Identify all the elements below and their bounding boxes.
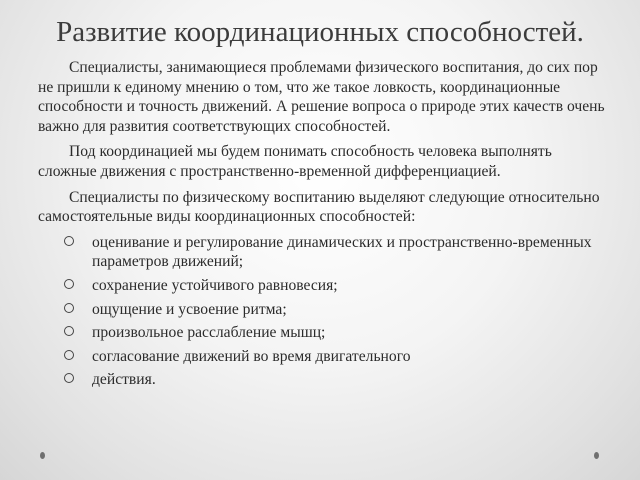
circle-bullet-icon — [64, 326, 74, 336]
next-slide-dot-icon[interactable] — [594, 452, 599, 459]
list-item-text: действия. — [92, 371, 156, 389]
list-item — [38, 233, 612, 272]
circle-bullet-icon — [64, 303, 74, 313]
circle-bullet-icon — [64, 350, 74, 360]
list-item-text: согласование движений во время двигательного — [92, 347, 411, 365]
list-item — [38, 347, 612, 367]
list-item — [38, 323, 612, 343]
paragraph-2: Под координацией мы будем понимать способность человека выполнять сложные движения с пространственно-временной дифференциацией. — [38, 143, 552, 180]
list-item-text: оценивание и регулирование динамических и пространственно-временных параметров движений; — [92, 233, 592, 271]
slide-body — [38, 58, 612, 394]
list-item — [38, 276, 612, 296]
slide-title: Развитие координационных способностей. — [56, 16, 584, 48]
list-item-text: сохранение устойчивого равновесия; — [92, 276, 338, 294]
paragraph-3: Специалисты по физическому воспитанию выделяют следующие относительно самостоятельные виды координационных способностей: — [38, 188, 600, 226]
circle-bullet-icon — [64, 236, 74, 246]
paragraph-1: Специалисты, занимающиеся проблемами физического воспитания, до сих пор не пришли к единому мнению о том, что же такое ловкость, координационные способности и точность движений. А решение вопроса о природе этих качеств очень важно для развития соответствующих способностей. — [38, 59, 605, 135]
list-item — [38, 370, 612, 390]
list-item-text: произвольное расслабление мышц; — [92, 324, 326, 342]
circle-bullet-icon — [64, 279, 74, 289]
list-item-text: ощущение и усвоение ритма; — [92, 300, 287, 318]
circle-bullet-icon — [64, 373, 74, 383]
previous-slide-dot-icon[interactable] — [40, 452, 45, 459]
bullet-list — [38, 233, 612, 390]
list-item — [38, 300, 612, 320]
